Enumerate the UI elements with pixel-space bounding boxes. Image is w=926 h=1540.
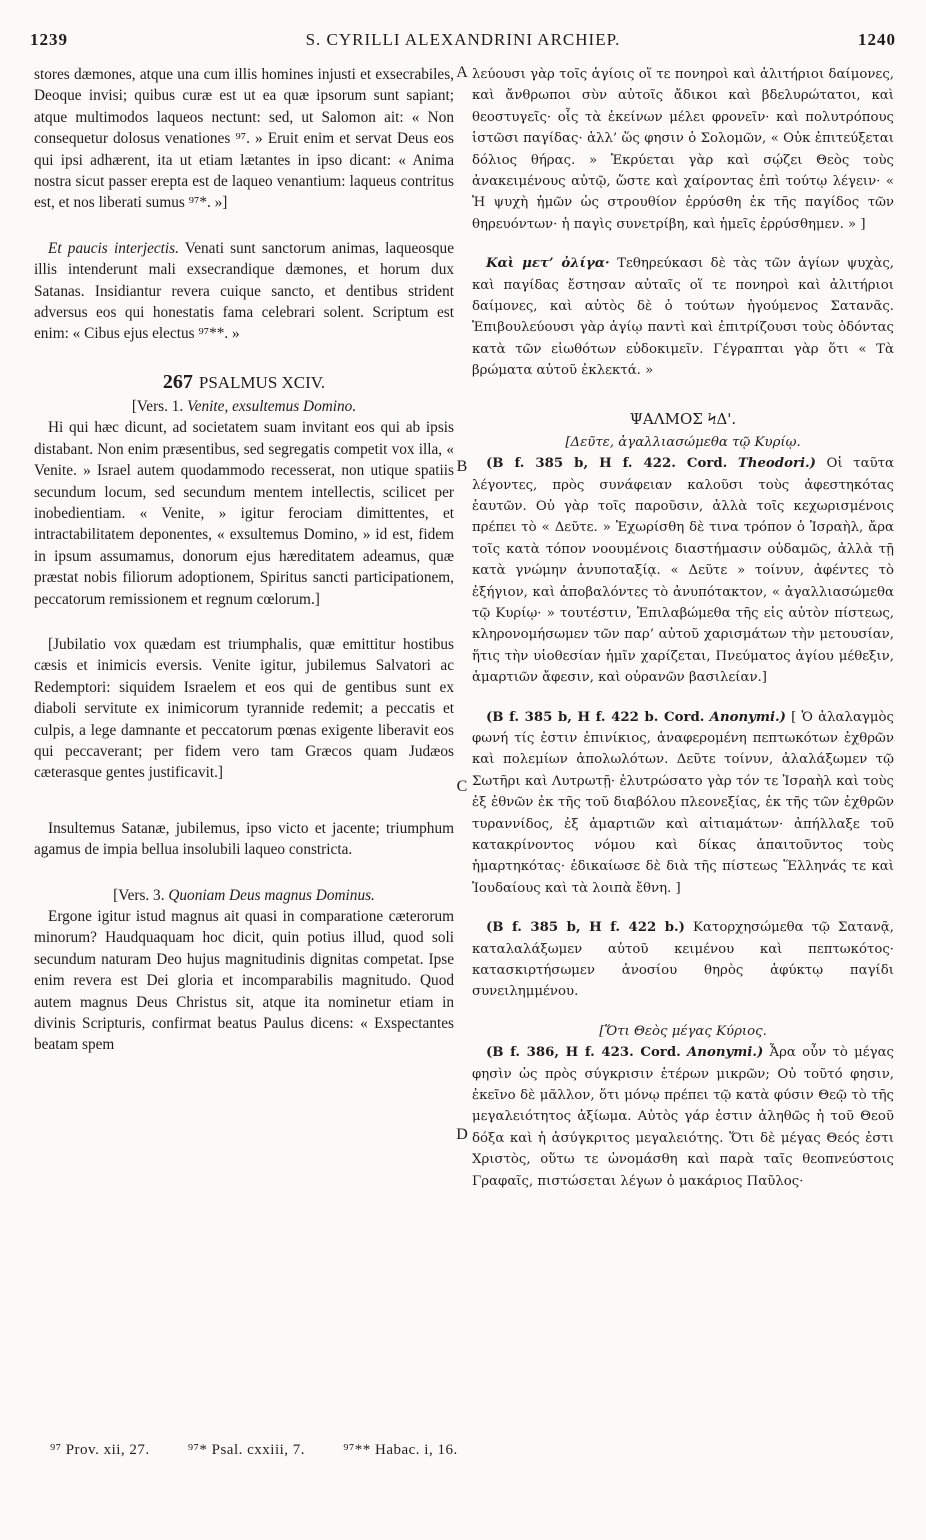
page-number-left: 1239	[30, 30, 68, 49]
greek-verse-3: [Ὅτι Θεὸς μέγας Κύριος.	[599, 1023, 767, 1039]
greek-paragraph-3: (B f. 385 b, H f. 422. Cord. Theodori.) Οἱ ταῦτα λέγοντες, πρὸς συνάφειαν καλοῦσι τοὺς ἀφεστηκότας ἑαυτῶν. Οὐ γὰρ τοῖς παροῦσιν, ἀλλὰ τοῖς κεχωρισμένοις πρέπει τὸ « Δεῦτε. » Ἐχωρίσθη δὲ τινα τρόπον ὁ Ἰσραὴλ, ἄρα τοῖς κατὰ τόπον νοουμένοις διαστήμασιν οὐδαμῶς, ἀλλὰ τῇ κατὰ γνώμην ἀνυποταξίᾳ. « Δεῦτε » τοίνυν, ἀφέντες τὸ ἐξήγιον, καὶ ἀποβαλόντες τὸ ἀνυπότακτον, « ἀγαλλιασώμεθα τῷ Κυρίῳ· » τουτέστιν, Ἐπιλαβώμεθα τῆς εἰς αὐτὸν πίστεως, κληρονομήσωμεν τῶν παρ’ αὐτοῦ χαρισμάτων τὴν μετουσίαν, ἥτις τὴν υἱοθεσίαν ἡμῖν χαρίζεται, Πνεύματος ἁγίου μέθεξιν, ἁμαρτιῶν ἄφεσιν, καὶ οὐρανῶν βασιλείαν.]	[472, 456, 895, 686]
greek-paragraph-1: λεύουσι γὰρ τοῖς ἁγίοις οἵ τε πονηροὶ καὶ ἀλιτήριοι δαίμονες, καὶ ἄνθρωποι σὺν αὐτοῖς ἄδικοι καὶ βδελυρώτατοι, καὶ θεοστυγεῖς· οἷς τὰ ἐκείνων μέλει φρονεῖν· καὶ πολυτρόπους ἱστῶσι παγίδας· ἀλλ’ ὥς φησιν ὁ Σολομῶν, « Οὐκ ἐπιτεύξεται δόλιος θήρας. » Ἐκρύεται γὰρ καὶ σῴζει Θεὸς τοὺς ἀνακειμένους αὐτῷ, ὥστε καὶ χαίροντας ἐπὶ τούτῳ λέγειν· « Ἡ ψυχὴ ἡμῶν ὡς στρουθίον ἐρρύσθη ἐκ τῆς παγίδος τῶν θηρευόντων· ἡ παγὶς συνετρίβη, καὶ ἡμεῖς ἐρρύσθημεν. » ]	[472, 67, 894, 232]
page-header	[30, 30, 896, 56]
latin-verse-1: [Vers. 1. Venite, exsultemus Domino.	[131, 397, 357, 415]
latin-paragraph-2: Et paucis interjectis. Venati sunt sanctorum animas, laqueosque illis intenderunt mali exsecrandique dæmones, et horum dux Satanas. Insidiantur revera cuique sancto, et dentibus strident adversus eos qui honestatis fama celebrari solent. Scriptum est enim: « Cibus ejus electus ⁹⁷**. »	[34, 239, 454, 343]
latin-interjection: Et paucis interjectis.	[48, 239, 179, 257]
latin-column	[34, 64, 454, 1056]
margin-letter-d: D	[456, 1126, 468, 1143]
greek-paragraph-5: (B f. 385 b, H f. 422 b.) Κατορχησώμεθα τῷ Σατανᾷ, καταλαλάξωμεν αὐτοῦ κειμένου καὶ πεπτωκότος· κατασκιρτήσωμεν ἀνοσίου θηρὸς ἀφύκτῳ παγίδι συνειλημμένου.	[472, 920, 894, 1000]
latin-paragraph-5: Insultemus Satanæ, jubilemus, ipso victo et jacente; triumphum agamus de impia bellua insolubili laqueo constricta.	[34, 819, 454, 859]
latin-paragraph-6: Ergone igitur istud magnus ait quasi in comparatione cæterorum minorum? Haudquaquam hoc dicit, quin potius illud, quod soli secundum naturam Deo hujus magnitudinis dignitas competat. Ipse enim revera est Dei gloria et incomparabilis magnitudo. Quod autem magnus Deus Christus sit, atque ita nominetur etiam in divinis Scripturis, confirmat beatus Paulus dicens: « Exspectantes beatam spem	[34, 908, 454, 1054]
greek-paragraph-6: (B f. 386, H f. 423. Cord. Anonymi.) Ἆρα οὖν τὸ μέγας φησὶν ὡς πρὸς σύγκρισιν ἑτέρων μικρῶν; Οὐ τοῦτό φησιν, ἐκεῖνο δὲ μᾶλλον, ὅτι μόνῳ πρέπει τῷ κατὰ φύσιν Θεῷ τὸ τῆς μεγαλειότητος ἀξίωμα. Αὐτὸς γάρ ἐστιν ἀληθῶς ἡ τοῦ Θεοῦ δόξα καὶ ἡ ἀσύγκριτος μεγαλειότης. Ὅτι δὲ μέγας Θεός ἐστι Χριστὸς, οὕτω τε ὠνομάσθη καὶ παρὰ ταῖς θεοπνεύστοις Γραφαῖς, πιστώσεται λέγων ὁ μακάριος Παῦλος·	[472, 1045, 895, 1189]
footnote-3: ⁹⁷** Habac. i, 16.	[343, 1442, 458, 1458]
column-number: 267	[162, 370, 193, 393]
margin-letter-a: A	[456, 64, 468, 81]
latin-paragraph-4: [Jubilatio vox quædam est triumphalis, quæ emittitur hostibus cæsis et inimicis eversis. Venite igitur, jubilemus Salvatori ac Redemptori: siquidem Israelem et eos qui de gentibus sunt ex diaboli servitute ex inimicorum tyrannide redemit; a peccatis et culpis, a lege damnante et peccatorum pœnas exigente liberavit eos qui peccaverant; per fidem vero tam Græcos quam Judæos cæterasque gentes justificavit.]	[34, 635, 454, 782]
margin-letter-b: B	[456, 458, 468, 475]
greek-verse-1: [Δεῦτε, ἀγαλλιασώμεθα τῷ Κυρίῳ.	[565, 434, 801, 450]
running-title: S. CYRILLI ALEXANDRINI ARCHIEP.	[305, 30, 621, 49]
footnote-2: ⁹⁷* Psal. cxxiii, 7.	[187, 1442, 306, 1458]
greek-column	[472, 64, 894, 1192]
page-number-right: 1240	[858, 30, 896, 49]
footnote-1: ⁹⁷ Prov. xii, 27.	[50, 1442, 150, 1458]
greek-interjection: Καὶ μετ’ ὀλίγα·	[486, 256, 610, 272]
greek-paragraph-4: (B f. 385 b, H f. 422 b. Cord. Anonymi.) [ Ὁ ἀλαλαγμὸς φωνή τίς ἐστιν ἐπινίκιος, ἀναφερομένη πεπτωκότων ἐχθρῶν καὶ πολεμίων ἀπολωλότων. Δεῦτε τοίνυν, ἀλαλάξωμεν τῷ Σωτῆρι καὶ Λυτρωτῇ· ἐλυτρώσατο γὰρ τόν τε Ἰσραὴλ καὶ τοὺς ἐξ ἐθνῶν ἐκ τῆς τοῦ διαβόλου πλεονεξίας, ἐκ τῆς τῶν ἐχθρῶν τυραννίδος, ἐξ ἁμαρτιῶν καὶ αἰτιαμάτων· ἀπήλλαξε τοῦ κατακρίνοντος νόμου καὶ δίκας ἀπαιτοῦντος τοὺς ἡμαρτηκότας· ἐδικαίωσε δὲ διὰ τῆς πίστεως Ἕλληνάς τε καὶ Ἰουδαίους καὶ τὰ λοιπὰ ἔθνη. ]	[472, 709, 894, 896]
latin-paragraph-1: stores dæmones, atque una cum illis homines injusti et exsecrabiles, Deoque invisi; quibus curæ est ut ea quæ ipsorum sunt sapiant; atque multimodos laqueos nectunt: sed, ut Salomon ait: « Non consequetur dolosus venationes ⁹⁷. » Eruit enim et servat Deus eos qui ipsi adhærent, ita ut etiam lætantes in ipso dicant: « Anima nostra sicut passer erepta est de laqueo venantium: laqueus contritus est, et nos liberati sumus ⁹⁷*. »]	[34, 66, 454, 212]
greek-paragraph-2: Καὶ μετ’ ὀλίγα· Τεθηρεύκασι δὲ τὰς τῶν ἁγίων ψυχὰς, καὶ παγίδας ἔστησαν αὐταῖς οἵ τε πονηροὶ καὶ ἀλιτήριοι δαίμονες, καὶ αὐτὸς δὲ ὁ τούτων ἡγούμενος Σατανᾶς. Ἐπιβουλεύουσι γὰρ ἁγίῳ παντὶ καὶ ἐπιτρίζουσι τοὺς ὀδόντας κατὰ τῶν εἰωθότων εὐδοκιμεῖν. Γέγραπται γὰρ ὅτι « Τὰ βρώματα αὐτοῦ ἐκλεκτά. »	[472, 256, 895, 379]
margin-letter-c: C	[456, 778, 468, 795]
latin-verse-3: [Vers. 3. Quoniam Deus magnus Dominus.	[113, 886, 375, 904]
footnotes	[50, 1442, 550, 1459]
greek-psalm-title: ΨΑΛΜΟΣ ϞΔ'.	[629, 409, 737, 428]
latin-psalm-title: 267 PSALMUS XCIV.	[162, 370, 326, 393]
latin-paragraph-3: Hi qui hæc dicunt, ad societatem suam invitant eos qui ab ipsis distabant. Non enim præsentibus, sed segregatis competit vox illa, « Venite. » Israel autem quodammodo recesserat, non utique spatiis secundum locum, sed secundum mentem intellectis, scilicet per inobedientiam. « Venite, » igitur ferociam dimittentes, et intractabilitatem deponentes, « exsultemus Domino, » id est, fidem in ipsum assumamus, donorum ejus hæreditatem adeamus, quæ præstat nobis filiorum adoptionem, Spiritus sancti participationem, peccatorum remissionem et regnum cœlorum.]	[34, 419, 454, 608]
